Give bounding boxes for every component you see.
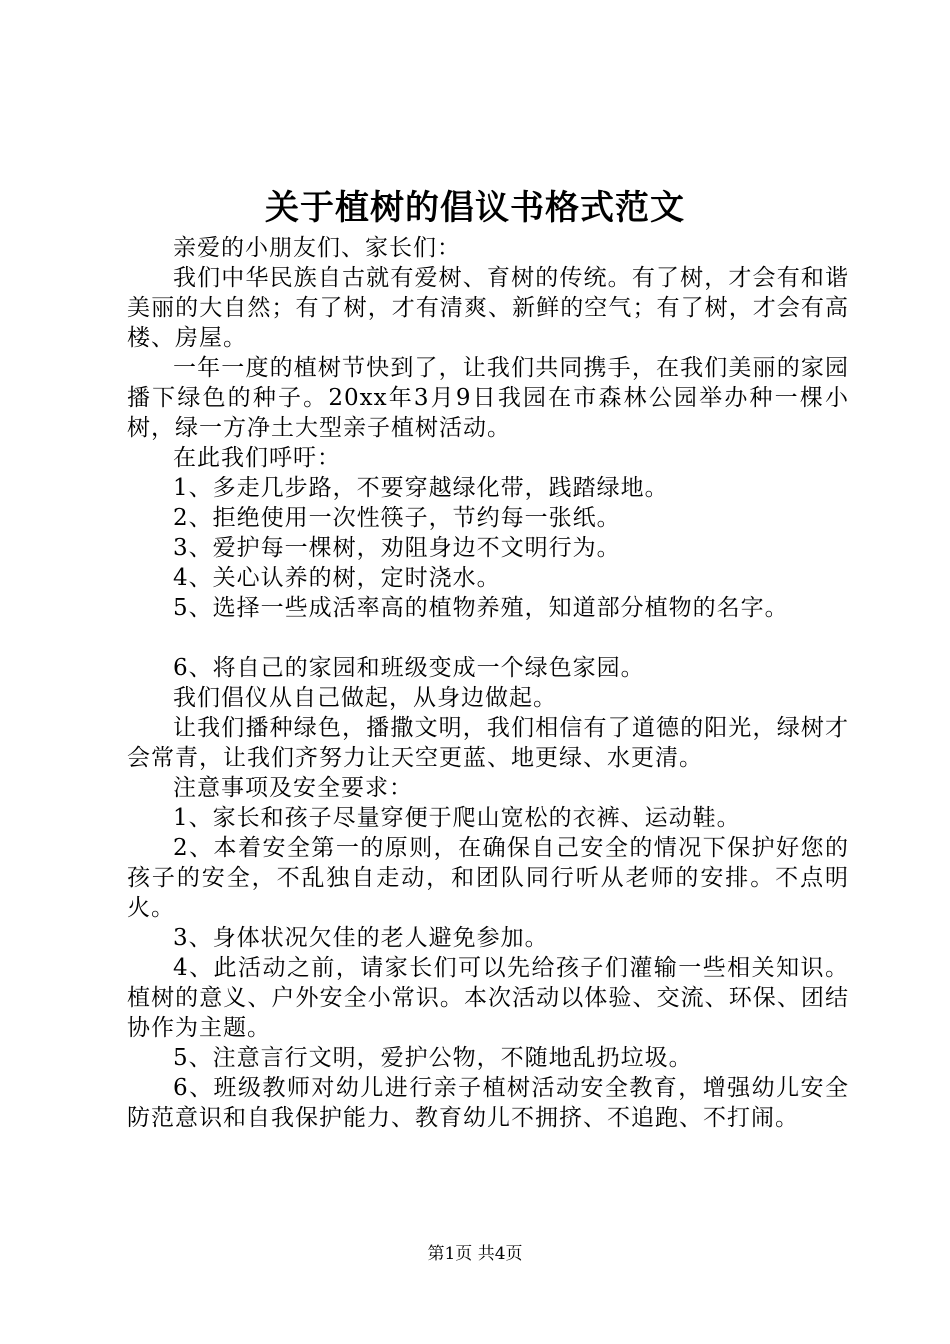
document-body	[127, 233, 849, 1133]
paragraph-spacer	[127, 623, 849, 653]
appeal-heading: 在此我们呼吁：	[173, 445, 341, 471]
appeal-item-5: 5、选择一些成活率高的植物养殖，知道部分植物的名字。	[173, 595, 789, 621]
salutation: 亲爱的小朋友们、家长们：	[173, 235, 461, 261]
safety-item-6: 6、班级教师对幼儿进行亲子植树活动安全教育，增强幼儿安全防范意识和自我保护能力、教育幼儿不拥挤、不追跑、不打闹。	[127, 1075, 849, 1131]
safety-item-4: 4、此活动之前，请家长们可以先给孩子们灌输一些相关知识。植树的意义、户外安全小常识。本次活动以体验、交流、环保、团结协作为主题。	[127, 955, 849, 1041]
safety-item-2: 2、本着安全第一的原则，在确保自己安全的情况下保护好您的孩子的安全，不乱独自走动，和团队同行听从老师的安排。不点明火。	[127, 835, 849, 921]
appeal-item-2: 2、拒绝使用一次性筷子，节约每一张纸。	[173, 505, 621, 531]
page-number: 第1页 共4页	[427, 1244, 523, 1264]
safety-item-3: 3、身体状况欠佳的老人避免参加。	[173, 925, 549, 951]
appeal-item-6: 6、将自己的家园和班级变成一个绿色家园。	[173, 655, 645, 681]
appeal-item-1: 1、多走几步路，不要穿越绿化带，践踏绿地。	[173, 475, 669, 501]
appeal-item-3: 3、爱护每一棵树，劝阻身边不文明行为。	[173, 535, 621, 561]
appeal-item-4: 4、关心认养的树，定时浇水。	[173, 565, 501, 591]
paragraph-closing-call: 让我们播种绿色，播撒文明，我们相信有了道德的阳光，绿树才会常青，让我们齐努力让天空更蓝、地更绿、水更清。	[127, 715, 849, 771]
document-title: 关于植树的倡议书格式范文	[265, 188, 685, 228]
paragraph-start-from-self: 我们倡仪从自己做起，从身边做起。	[173, 685, 557, 711]
safety-item-5: 5、注意言行文明，爱护公物，不随地乱扔垃圾。	[173, 1045, 693, 1071]
safety-item-1: 1、家长和孩子尽量穿便于爬山宽松的衣裤、运动鞋。	[173, 805, 741, 831]
paragraph-event: 一年一度的植树节快到了，让我们共同携手，在我们美丽的家园播下绿色的种子。20xx年3月9日我园在市森林公园举办种一棵小树，绿一方净土大型亲子植树活动。	[127, 355, 849, 441]
paragraph-intro: 我们中华民族自古就有爱树、育树的传统。有了树，才会有和谐美丽的大自然；有了树，才有清爽、新鲜的空气；有了树，才会有高楼、房屋。	[127, 265, 849, 351]
safety-heading: 注意事项及安全要求：	[173, 775, 413, 801]
